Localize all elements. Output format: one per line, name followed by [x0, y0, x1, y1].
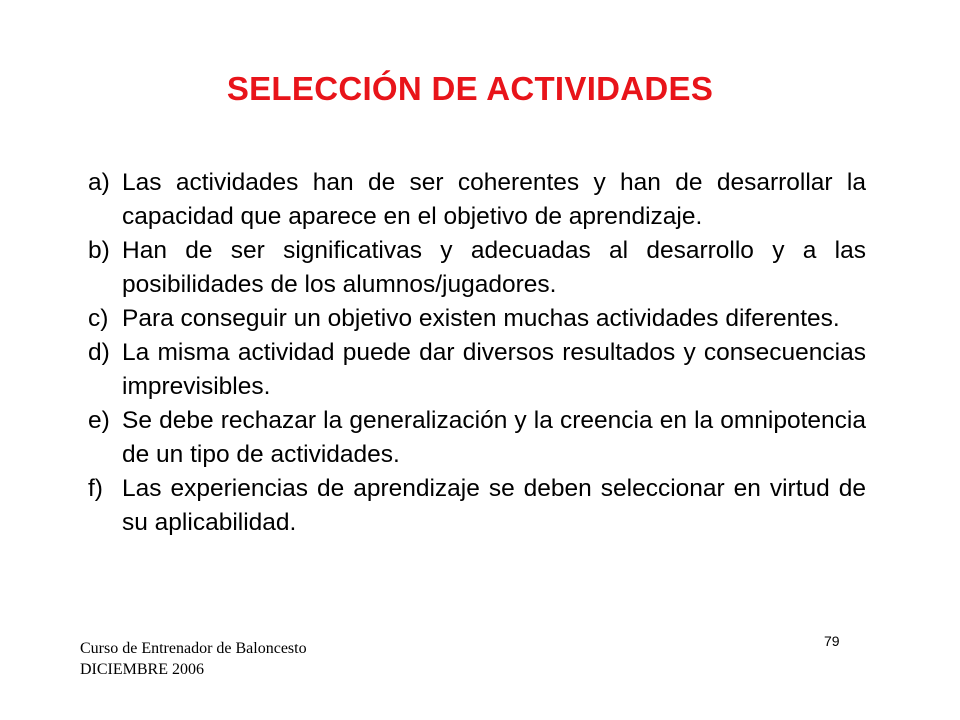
- list-marker: a): [88, 169, 110, 196]
- footer-course: Curso de Entrenador de Baloncesto: [80, 640, 307, 657]
- page-number: 79: [824, 633, 840, 649]
- list-item-text: Para conseguir un objetivo existen muchas actividades diferentes.: [122, 305, 840, 332]
- list-marker: f): [88, 475, 103, 502]
- list-item: [88, 166, 866, 234]
- list-marker: d): [88, 339, 110, 366]
- list-item: [88, 404, 866, 472]
- list-item: [88, 472, 866, 540]
- list-item: [88, 234, 866, 302]
- list-marker: b): [88, 237, 110, 264]
- list-item-text: Se debe rechazar la generalización y la creencia en la omnipotencia de un tipo de actividades.: [122, 407, 866, 468]
- activity-list: [88, 166, 866, 540]
- list-marker: e): [88, 407, 110, 434]
- list-item-text: Las experiencias de aprendizaje se deben seleccionar en virtud de su aplicabilidad.: [122, 475, 866, 536]
- slide-title: SELECCIÓN DE ACTIVIDADES: [226, 70, 714, 107]
- list-item-text: Han de ser significativas y adecuadas al desarrollo y a las posibilidades de los alumnos/jugadores.: [122, 237, 866, 298]
- list-marker: c): [88, 305, 109, 332]
- list-item: [88, 336, 866, 404]
- list-item: [88, 302, 866, 336]
- footer-date: DICIEMBRE 2006: [80, 661, 204, 678]
- list-item-text: Las actividades han de ser coherentes y han de desarrollar la capacidad que aparece en el objetivo de aprendizaje.: [122, 169, 866, 230]
- list-item-text: La misma actividad puede dar diversos resultados y consecuencias imprevisibles.: [122, 339, 866, 400]
- slide-footer: [80, 638, 307, 680]
